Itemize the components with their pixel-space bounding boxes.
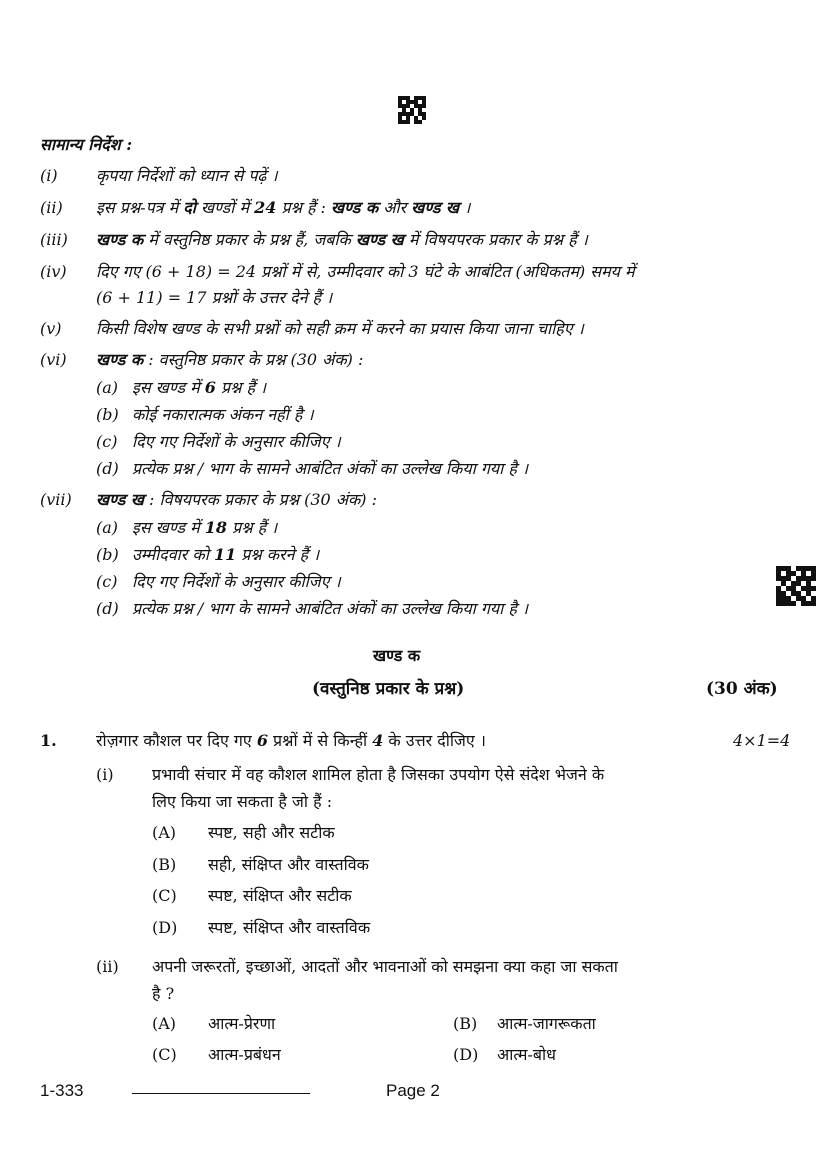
section-marks: (30 अंक) [706, 679, 778, 699]
option-text: स्पष्ट, संक्षिप्त और सटीक [208, 886, 352, 905]
option-label: (B) [453, 1014, 478, 1033]
instruction-num: (v) [40, 319, 62, 338]
instruction-text: खण्ड क में वस्तुनिष्ठ प्रकार के प्रश्न हैं, जबकि खण्ड ख में विषयपरक प्रकार के प्रश्न हैं । [96, 230, 588, 249]
question-marks: 4×1=4 [733, 731, 791, 750]
option-label: (A) [152, 823, 177, 842]
option-text: स्पष्ट, सही और सटीक [208, 823, 335, 842]
option-label: (D) [152, 918, 178, 937]
option-text: आत्म-प्रेरणा [208, 1014, 276, 1033]
instruction-num: (ii) [40, 198, 63, 217]
instruction-text: दिए गए (6 + 18) = 24 प्रश्नों में से, उम्मीदवार को 3 घंटे के आबंटित (अधिकतम) समय में [96, 262, 635, 281]
sub-item-num: (a) [96, 518, 119, 537]
sub-item-text: उम्मीदवार को 11 प्रश्न करने हैं । [132, 545, 320, 564]
instruction-text: खण्ड ख : विषयपरक प्रकार के प्रश्न (30 अंक) : [96, 490, 378, 509]
sub-item-text: प्रत्येक प्रश्न / भाग के सामने आबंटित अंकों का उल्लेख किया गया है । [132, 599, 529, 618]
footer-code: 1-333 [40, 1081, 84, 1100]
option-label: (C) [152, 886, 177, 905]
instruction-text: (6 + 11) = 17 प्रश्नों के उत्तर देने हैं । [96, 288, 333, 307]
page-number: Page 2 [386, 1081, 440, 1100]
part-text: लिए किया जा सकता है जो हैं : [152, 792, 333, 811]
sub-item-num: (c) [96, 432, 118, 451]
part-text: है ? [152, 984, 175, 1003]
option-label: (C) [152, 1045, 177, 1064]
sub-item-num: (c) [96, 572, 118, 591]
instruction-num: (vii) [40, 490, 72, 509]
sub-item-text: दिए गए निर्देशों के अनुसार कीजिए । [132, 432, 341, 451]
sub-item-text: प्रत्येक प्रश्न / भाग के सामने आबंटित अंकों का उल्लेख किया गया है । [132, 459, 529, 478]
part-number: (ii) [96, 957, 119, 976]
option-text: स्पष्ट, संक्षिप्त और वास्तविक [208, 918, 371, 937]
question-text: रोज़गार कौशल पर दिए गए 6 प्रश्नों में से किन्हीं 4 के उत्तर दीजिए । [96, 731, 486, 750]
footer-divider [132, 1093, 310, 1094]
sub-item-text: इस खण्ड में 6 प्रश्न हैं । [132, 378, 267, 397]
sub-item-text: इस खण्ड में 18 प्रश्न हैं । [132, 518, 278, 537]
question-number: 1. [40, 731, 57, 750]
qr-code-side [776, 566, 816, 606]
part-number: (i) [96, 765, 114, 784]
qr-code-top [398, 96, 426, 124]
instruction-num: (iii) [40, 230, 68, 249]
instruction-num: (iv) [40, 262, 67, 281]
sub-item-num: (b) [96, 545, 119, 564]
part-text: प्रभावी संचार में वह कौशल शामिल होता है जिसका उपयोग ऐसे संदेश भेजने के [152, 765, 605, 784]
option-label: (A) [152, 1014, 177, 1033]
instruction-num: (i) [40, 166, 58, 185]
option-text: आत्म-प्रबंधन [208, 1045, 281, 1064]
section-title: खण्ड क [373, 646, 421, 665]
section-subtitle: (वस्तुनिष्ठ प्रकार के प्रश्न) [312, 679, 465, 699]
instruction-num: (vi) [40, 350, 67, 369]
option-label: (B) [152, 855, 177, 874]
sub-item-num: (a) [96, 378, 119, 397]
option-text: आत्म-जागरूकता [497, 1014, 596, 1033]
sub-item-text: दिए गए निर्देशों के अनुसार कीजिए । [132, 572, 341, 591]
sub-item-text: कोई नकारात्मक अंकन नहीं है । [132, 405, 314, 424]
instruction-text: इस प्रश्न-पत्र में दो खण्डों में 24 प्रश्न हैं : खण्ड क और खण्ड ख । [96, 198, 471, 217]
option-label: (D) [453, 1045, 479, 1064]
option-text: सही, संक्षिप्त और वास्तविक [208, 855, 369, 874]
part-text: अपनी जरूरतों, इच्छाओं, आदतों और भावनाओं को समझना क्या कहा जा सकता [152, 957, 618, 976]
sub-item-num: (b) [96, 405, 119, 424]
sub-item-num: (d) [96, 459, 119, 478]
instruction-text: खण्ड क : वस्तुनिष्ठ प्रकार के प्रश्न (30 अंक) : [96, 350, 364, 369]
instruction-text: किसी विशेष खण्ड के सभी प्रश्नों को सही क्रम में करने का प्रयास किया जाना चाहिए । [96, 319, 584, 338]
instructions-heading: सामान्य निर्देश : [40, 135, 133, 154]
sub-item-num: (d) [96, 599, 119, 618]
option-text: आत्म-बोध [497, 1045, 556, 1064]
instruction-text: कृपया निर्देशों को ध्यान से पढ़ें । [96, 166, 278, 185]
